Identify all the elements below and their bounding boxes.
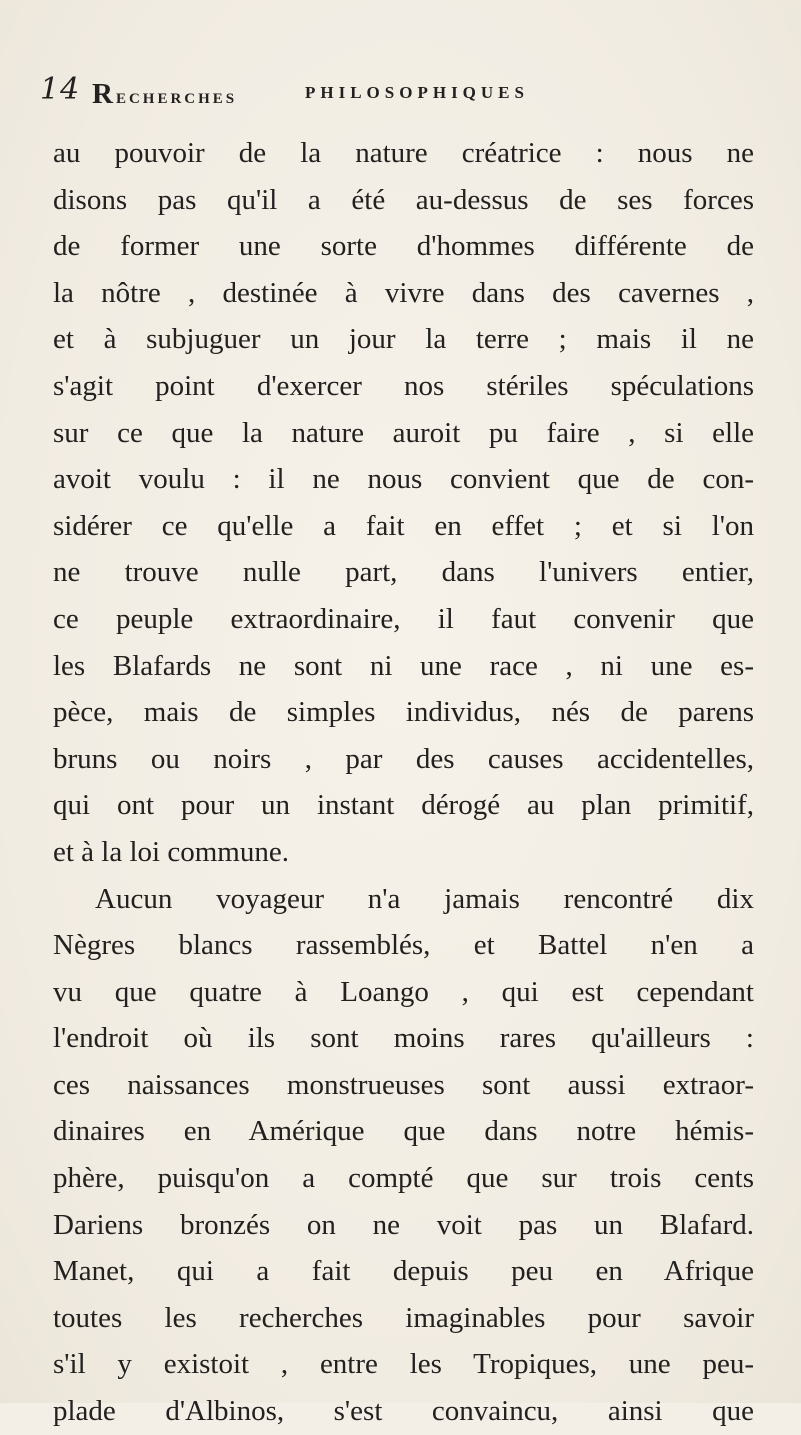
- text-line: ce peuple extraordinaire, il faut convenir que: [53, 602, 754, 635]
- text-line: au pouvoir de la nature créatrice : nous ne: [53, 137, 754, 169]
- text-line: s'il y existoit , entre les Tropiques, une peu-: [53, 1348, 754, 1381]
- text-line: Dariens bronzés on ne voit pas un Blafard.: [53, 1208, 754, 1241]
- text-line: s'agit point d'exercer nos stériles spéculations: [53, 369, 754, 402]
- running-title: [92, 78, 237, 111]
- running-head: [40, 72, 760, 112]
- running-title-initial: R: [92, 78, 116, 110]
- text-line: ces naissances monstrueuses sont aussi extraor-: [53, 1068, 754, 1101]
- text-line: vu que quatre à Loango , qui est cependant: [53, 975, 754, 1008]
- text-line: pèce, mais de simples individus, nés de parens: [53, 696, 754, 729]
- page-number: 14: [40, 72, 81, 107]
- text-line: et à la loi commune.: [53, 835, 289, 868]
- text-line: toutes les recherches imaginables pour savoir: [53, 1301, 754, 1334]
- running-title-rest: echerches: [115, 83, 238, 108]
- text-line: plade d'Albinos, s'est convaincu, ainsi que: [53, 1395, 754, 1428]
- text-line: l'endroit où ils sont moins rares qu'ailleurs :: [53, 1022, 754, 1055]
- text-line: dinaires en Amérique que dans notre hémis-: [53, 1115, 754, 1148]
- text-line: les Blafards ne sont ni une race , ni une es-: [53, 649, 754, 682]
- paragraph-start-line: Aucun voyageur n'a jamais rencontré dix: [95, 882, 754, 915]
- text-line: Nègres blancs rassemblés, et Battel n'en a: [53, 929, 754, 962]
- text-line: ne trouve nulle part, dans l'univers entier,: [53, 556, 754, 589]
- text-line: phère, puisqu'on a compté que sur trois cents: [53, 1162, 754, 1195]
- text-line: de former une sorte d'hommes différente de: [53, 230, 754, 263]
- text-line: Manet, qui a fait depuis peu en Afrique: [53, 1255, 754, 1288]
- text-line: sur ce que la nature auroit pu faire , si elle: [53, 416, 754, 449]
- text-line: sidérer ce qu'elle a fait en effet ; et si l'on: [53, 509, 754, 542]
- running-subtitle: PHILOSOPHIQUES: [305, 83, 529, 102]
- text-line: et à subjuguer un jour la terre ; mais il ne: [53, 323, 754, 356]
- text-line: qui ont pour un instant dérogé au plan primitif,: [53, 789, 754, 822]
- text-line: bruns ou noirs , par des causes accidentelles,: [53, 742, 754, 775]
- body-text: [53, 130, 754, 1435]
- text-line: la nôtre , destinée à vivre dans des cavernes ,: [53, 276, 754, 309]
- text-line: disons pas qu'il a été au-dessus de ses forces: [53, 183, 754, 216]
- text-line: avoit voulu : il ne nous convient que de con-: [53, 463, 754, 496]
